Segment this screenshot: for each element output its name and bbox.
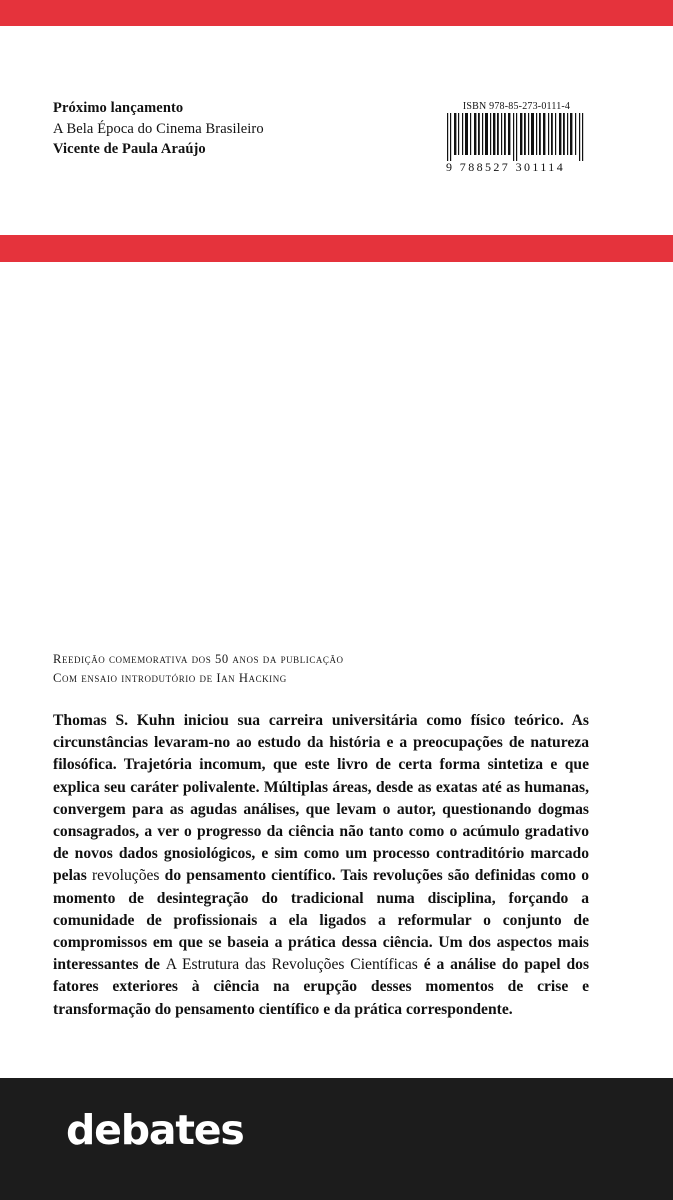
imprint-logo: debates: [66, 1106, 244, 1154]
blurb-emphasis-revolucoes: revoluções: [91, 867, 160, 885]
next-release-title: A Bela Época do Cinema Brasileiro: [53, 120, 264, 137]
barcode-icon: [444, 113, 589, 161]
blurb-part-3: é a análise do papel dos fatores exteriores à ciência na erupção desses momentos de crise e transformação do pensamento científico e da prática correspondente.: [53, 956, 590, 1018]
next-release-author: Vicente de Paula Araújo: [53, 141, 206, 157]
back-cover-blurb: [53, 710, 589, 1021]
blurb-part-1: Thomas S. Kuhn iniciou sua carreira universitária como físico teórico. As circunstâncias levaram-no ao estudo da história e a preocupações de natureza filosófica. Trajetória incomum, que este livro de certa forma sintetiza e que explica seu caráter polivalente. Múltiplas áreas, desde as exatas até as humanas, convergem para as agudas análises, que levam o autor, questionando dogmas consagrados, a ver o progresso da ciência não tanto como o acúmulo gradativo de novos dados gnosiológicos, e sim como um processo contraditório marcado pelas: [53, 712, 589, 885]
isbn-barcode-block: [444, 101, 589, 175]
red-band-middle: [0, 235, 673, 262]
next-release-heading: Próximo lançamento: [53, 100, 184, 116]
isbn-label: ISBN 978-85-273-0111-4: [462, 101, 571, 112]
imprint-footer: [0, 1078, 673, 1200]
edition-note-line-2: Com ensaio introdutório de Ian Hacking: [53, 671, 287, 685]
edition-note-line-1: Reedição comemorativa dos 50 anos da publicação: [53, 652, 344, 666]
blurb-emphasis-book-title: A Estrutura das Revoluções Científicas: [165, 956, 418, 974]
barcode-digits: 9 788527 301114: [446, 160, 566, 174]
edition-note: [53, 650, 593, 688]
blurb-part-2: do pensamento científico. Tais revoluções são definidas como o momento de desintegração do tradicional numa disciplina, forçando a comunidade de profissionais a ela ligados a reformular o conjunto de compromissos em que se baseia a prática dessa ciência. Um dos aspectos mais interessantes de: [53, 867, 589, 974]
upper-info-block: [53, 98, 589, 198]
red-band-top: [0, 0, 673, 26]
next-release-block: [53, 98, 383, 160]
